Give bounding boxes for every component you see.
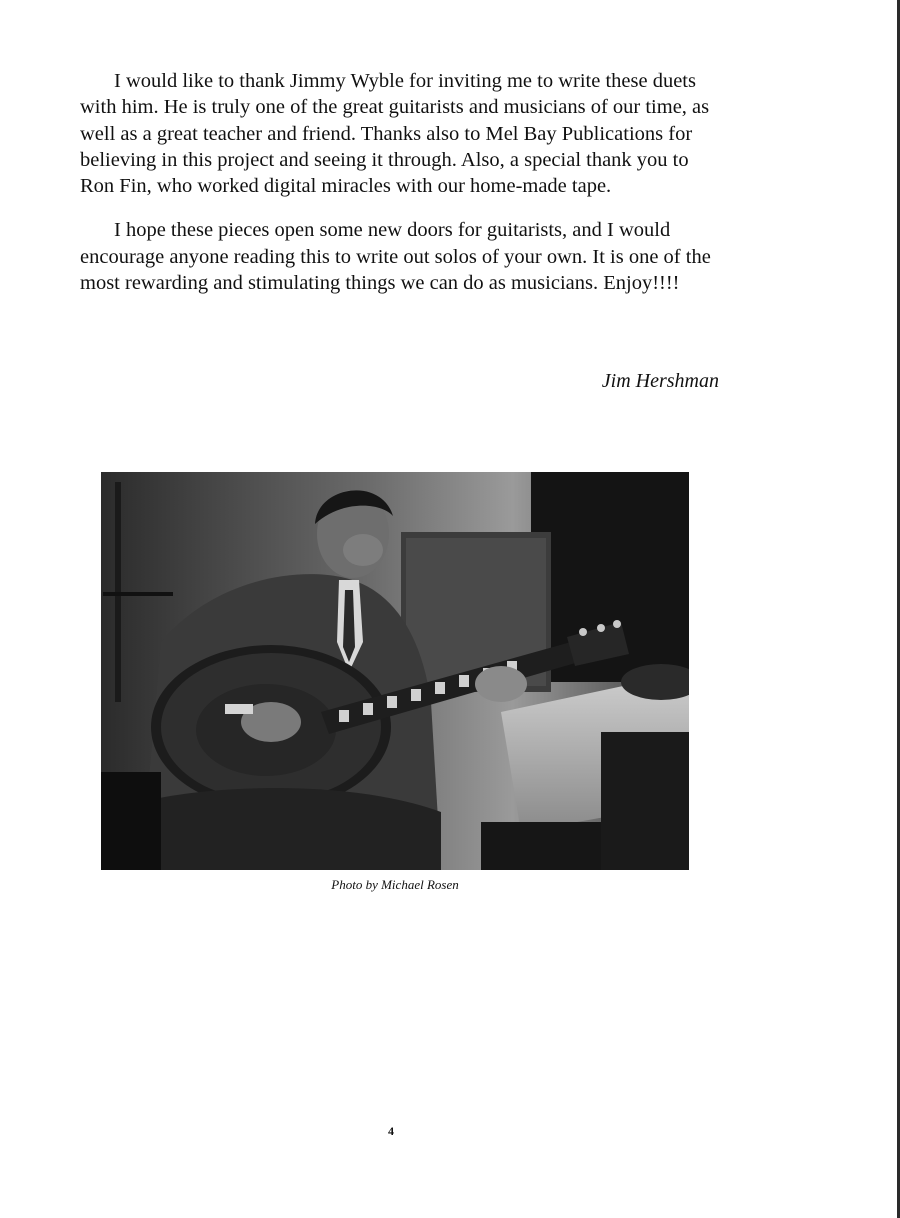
- photo-caption: Photo by Michael Rosen: [331, 877, 459, 892]
- author-signature: Jim Hershman: [601, 370, 719, 392]
- guitarist-photo: [101, 472, 689, 870]
- page-number: 4: [388, 1124, 394, 1138]
- guitarist-photo-illustration: [101, 472, 689, 870]
- body-text: [80, 68, 720, 314]
- paragraph-acknowledgements: I would like to thank Jimmy Wyble for inviting me to write these duets with him. He is truly one of the great guitarists and musicians of our time, as well as a great teacher and friend. Thanks also to Mel Bay Publications for believing in this project and seeing it through. Also, a special thank you to Ron Fin, who worked digital miracles with our home-made tape.: [80, 70, 710, 198]
- paragraph-encouragement: I hope these pieces open some new doors for guitarists, and I would encourage anyone reading this to write out solos of your own. It is one of the most rewarding and stimulating things we can do as musicians. Enjoy!!!!: [80, 219, 711, 295]
